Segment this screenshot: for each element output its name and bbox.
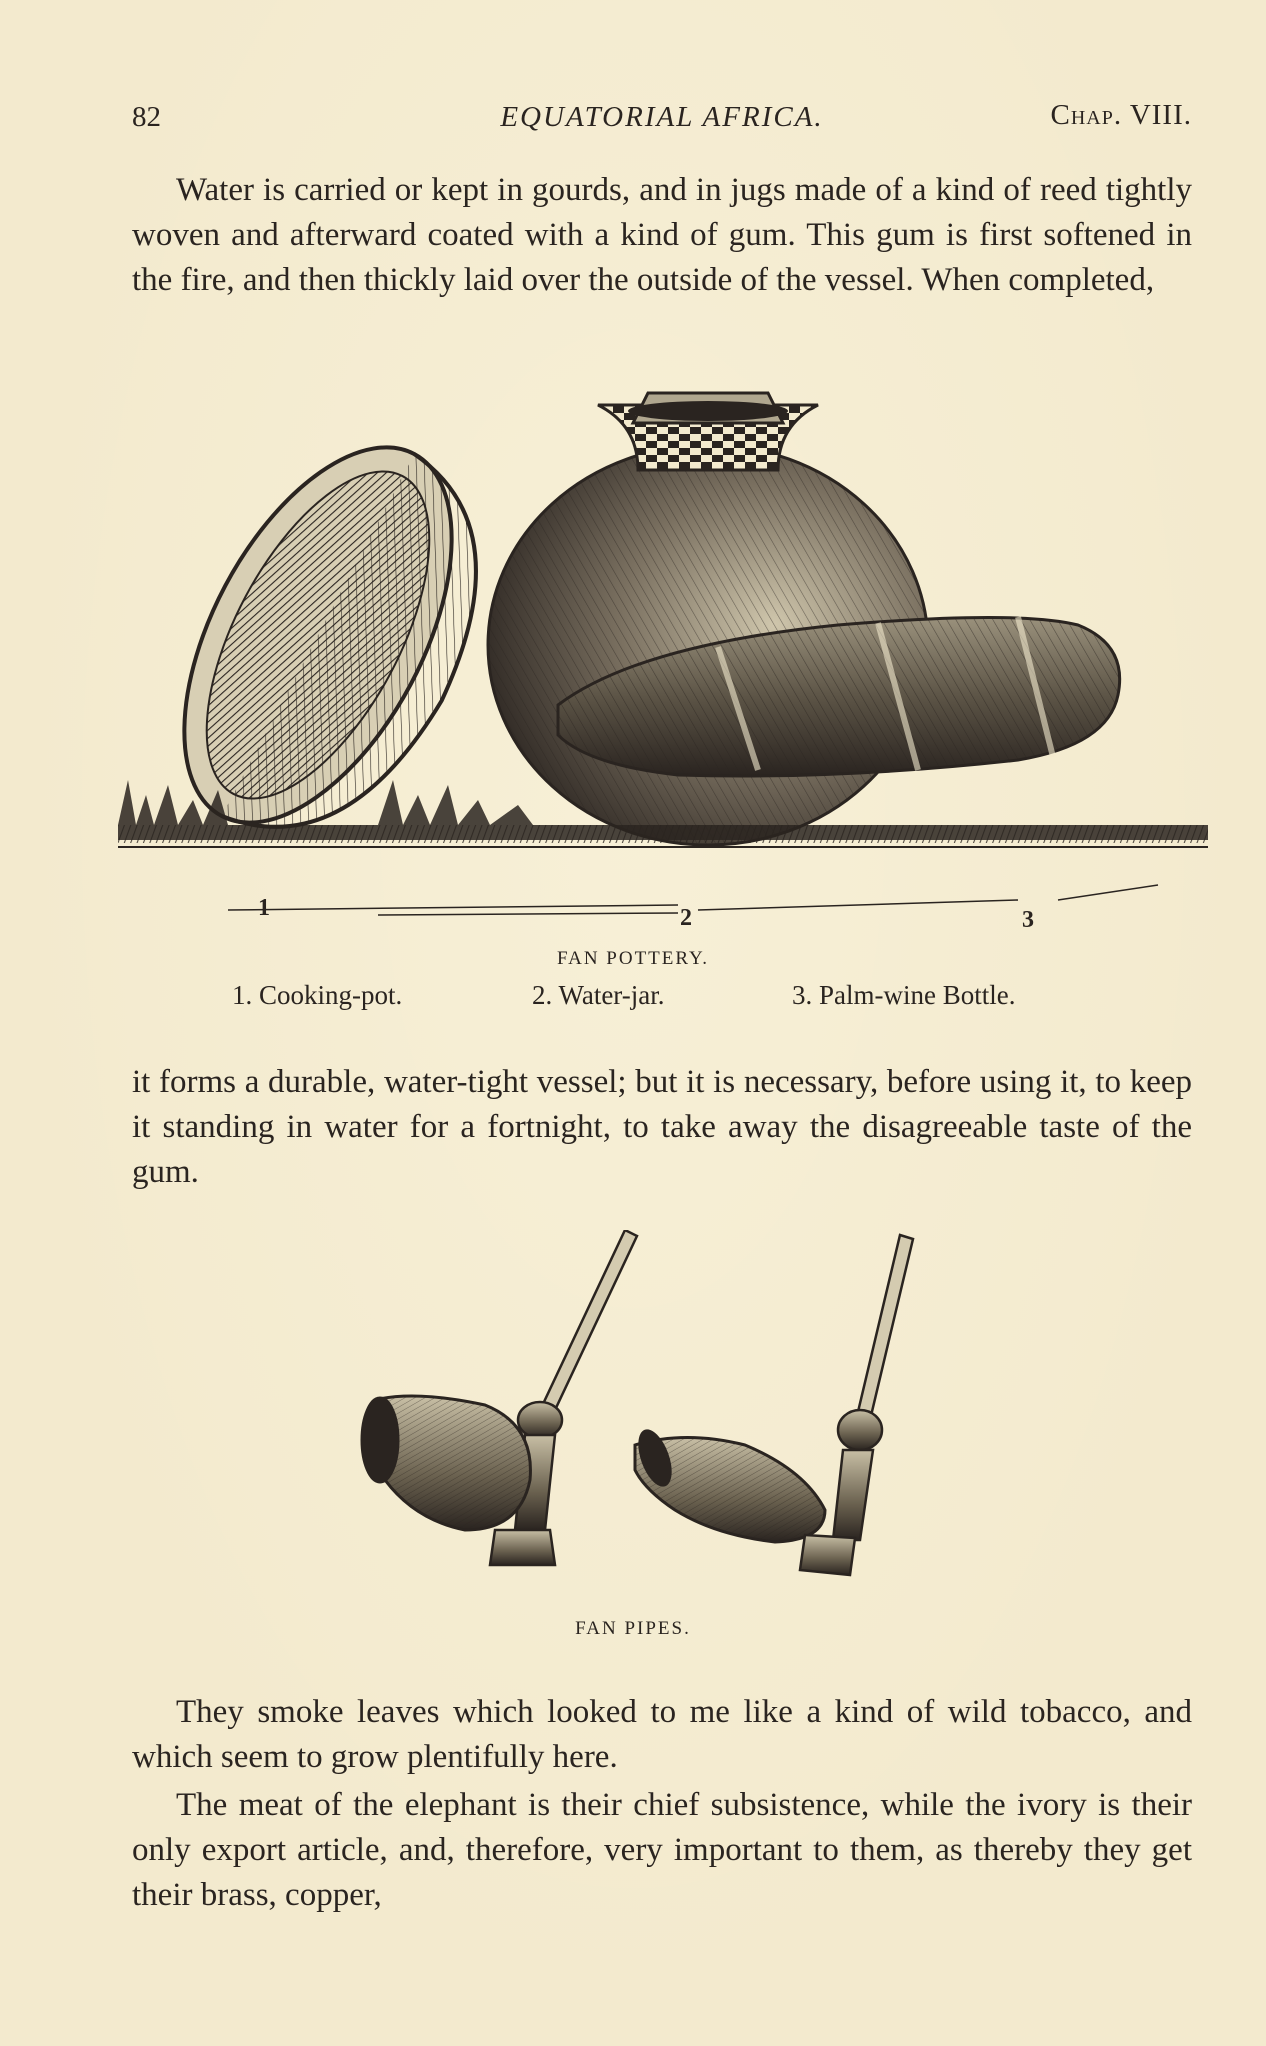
right-pipe-drawing [632, 1235, 913, 1575]
caption-water-jar: 2. Water-jar. [532, 980, 665, 1010]
pottery-label-2: 2 [680, 905, 692, 931]
pottery-label-1: 1 [258, 895, 270, 921]
paragraph-elephant-meat: The meat of the elephant is their chief subsistence, while the ivory is their only export article, and, therefore, very important to them, as thereby they get their brass, copper, [132, 1787, 1192, 1913]
paragraph-durable-vessel: it forms a durable, water-tight vessel; but it is necessary, before using it, to keep it standing in water for a fortnight, to take away the disagreeable taste of the gum. [132, 1064, 1192, 1190]
leader-lines [228, 885, 1158, 915]
caption-palm-wine-bottle: 3. Palm-wine Bottle. [792, 980, 1016, 1010]
chapter-label: Chap. VIII. [1050, 99, 1192, 131]
running-title: EQUATORIAL AFRICA. [500, 101, 824, 133]
left-pipe-drawing [362, 1230, 637, 1565]
pipes-caption-title: FAN PIPES. [575, 1618, 691, 1639]
running-header [132, 95, 1192, 139]
caption-cooking-pot: 1. Cooking-pot. [232, 980, 403, 1010]
fan-pipes-illustration [355, 1230, 975, 1610]
pottery-label-3: 3 [1022, 907, 1034, 933]
paragraph-water-vessels: Water is carried or kept in gourds, and in jugs made of a kind of reed tightly woven and afterward coated with a kind of gum. This gum is first softened in the fire, and then thickly laid over the outside of the vessel. When completed, [132, 172, 1192, 298]
pottery-caption-title: FAN POTTERY. [556, 948, 710, 969]
fan-pottery-illustration [118, 385, 1208, 935]
page-number: 82 [132, 101, 161, 133]
paragraph-smoke-leaves: They smoke leaves which looked to me like a kind of wild tobacco, and which seem to grow plentifully here. [132, 1694, 1192, 1775]
